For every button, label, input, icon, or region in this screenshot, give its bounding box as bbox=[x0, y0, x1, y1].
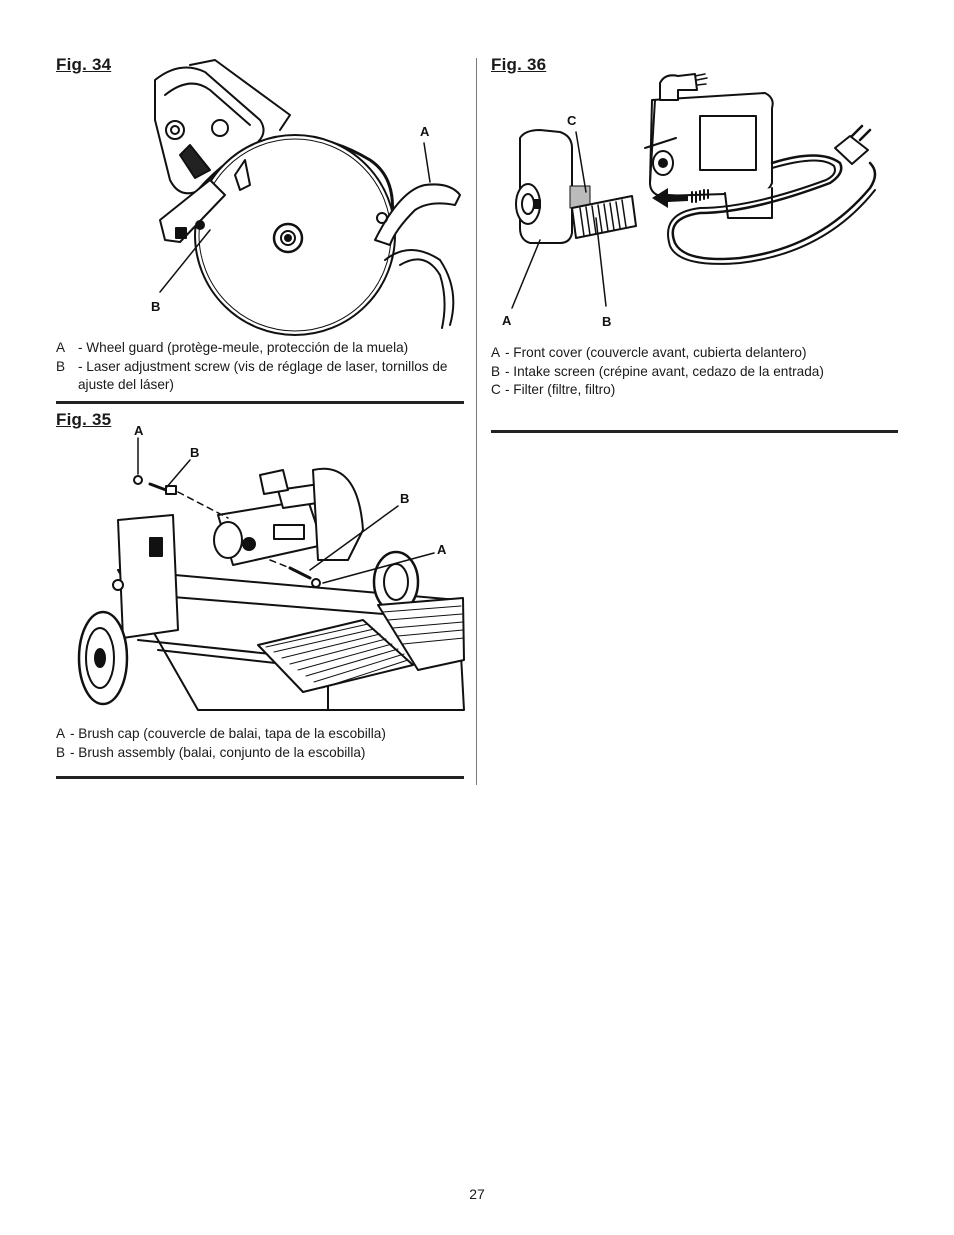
caption-item bbox=[56, 725, 456, 744]
caption-item bbox=[491, 381, 896, 400]
caption-key: A bbox=[56, 726, 66, 741]
caption-item bbox=[56, 339, 456, 358]
fig-35-title: Fig. 35 bbox=[56, 410, 112, 429]
caption-text: - Filter (filtre, filtro) bbox=[505, 382, 616, 397]
caption-key: C bbox=[491, 382, 501, 397]
caption-key: B bbox=[491, 363, 501, 379]
caption-key: B bbox=[56, 744, 66, 760]
fig-34-label-a: A bbox=[420, 124, 430, 139]
column-divider bbox=[476, 58, 477, 785]
caption-text: - Brush assembly (balai, conjunto de la escobilla) bbox=[70, 744, 366, 760]
fig-36-title: Fig. 36 bbox=[491, 55, 547, 74]
section-rule bbox=[56, 401, 464, 404]
fig-35-label-b-right: B bbox=[400, 491, 410, 506]
caption-item bbox=[491, 363, 896, 382]
fig-34-label-b: B bbox=[151, 299, 161, 314]
fig-35-label-a-left: A bbox=[134, 423, 144, 438]
section-rule bbox=[56, 776, 464, 779]
fig-35-illustration bbox=[78, 420, 464, 712]
page-number: 27 bbox=[469, 1186, 485, 1202]
fig-35-label-b-left: B bbox=[190, 445, 200, 460]
fig-34-title: Fig. 34 bbox=[56, 55, 112, 74]
fig-34-illustration bbox=[150, 60, 465, 340]
caption-text: - Brush cap (couvercle de balai, tapa de la escobilla) bbox=[70, 726, 386, 741]
fig-36-label-b: B bbox=[602, 314, 612, 329]
caption-item bbox=[56, 358, 456, 395]
caption-item bbox=[491, 344, 896, 363]
section-rule bbox=[491, 430, 898, 433]
caption-key: B bbox=[56, 358, 66, 374]
caption-text: - Front cover (couvercle avant, cubierta delantero) bbox=[505, 345, 807, 360]
caption-item bbox=[56, 744, 456, 763]
caption-key: A bbox=[491, 345, 501, 360]
fig-34-caption bbox=[56, 339, 456, 395]
caption-text: - Laser adjustment screw (vis de réglage de laser, tornillos de ajuste del láser) bbox=[78, 358, 448, 392]
fig-35-caption bbox=[56, 725, 456, 762]
fig-36-caption bbox=[491, 344, 896, 400]
caption-text: - Intake screen (crépine avant, cedazo de la entrada) bbox=[505, 363, 824, 379]
fig-36-illustration bbox=[500, 68, 885, 333]
caption-text: - Wheel guard (protège-meule, protección de la muela) bbox=[78, 340, 409, 355]
fig-36-label-c: C bbox=[567, 113, 577, 128]
caption-key: A bbox=[56, 340, 66, 355]
fig-36-label-a: A bbox=[502, 313, 512, 328]
fig-35-label-a-right: A bbox=[437, 542, 447, 557]
